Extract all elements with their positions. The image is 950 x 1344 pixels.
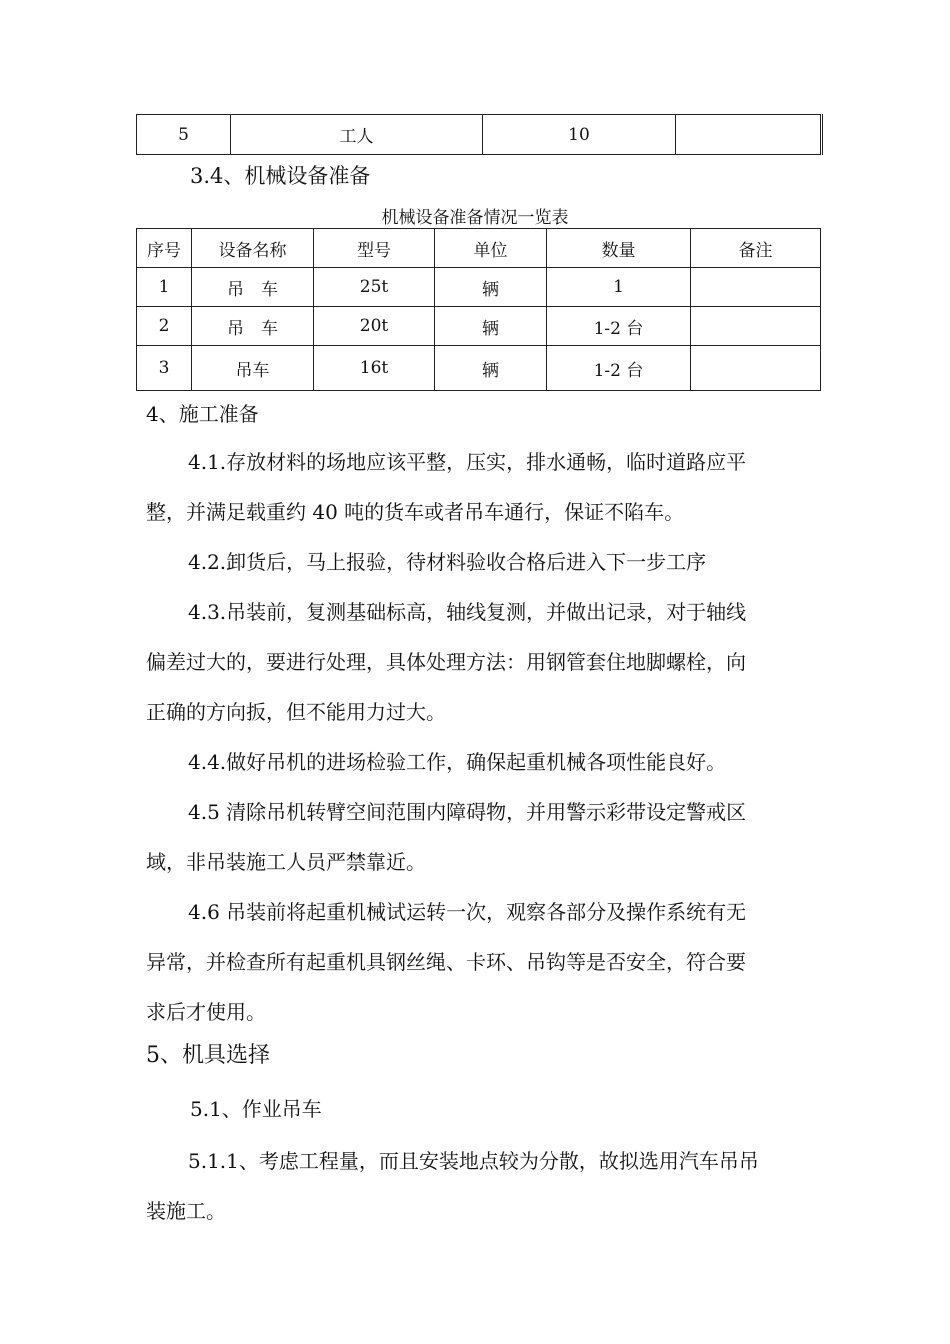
paragraph-line: 4.2.卸货后，马上报验，待材料验收合格后进入下一步工序 [188,550,707,574]
column-header: 型号 [314,229,435,268]
table-cell: 吊 车 [192,307,314,346]
table-cell: 20t [314,307,435,346]
column-header: 单位 [435,229,547,268]
paragraph-line: 正确的方向扳，但不能用力过大。 [146,700,446,724]
paragraph-line: 4.3.吊装前，复测基础标高，轴线复测，并做出记录，对于轴线 [188,600,747,624]
table-cell: 3 [137,346,192,391]
table-cell: 5 [137,115,231,155]
paragraph-line: 求后才使用。 [146,1000,266,1024]
table-cell: 1-2 台 [547,346,691,391]
table-cell: 辆 [435,346,547,391]
paragraph-line: 4.6 吊装前将起重机械试运转一次，观察各部分及操作系统有无 [188,900,747,924]
table-cell: 16t [314,346,435,391]
table-cell: 1 [547,268,691,307]
column-header: 数量 [547,229,691,268]
column-header: 设备名称 [192,229,314,268]
table-cell: 辆 [435,268,547,307]
paragraph-line: 5.1.1、考虑工程量，而且安装地点较为分散，故拟选用汽车吊吊 [188,1149,759,1173]
paragraph-line: 4.1.存放材料的场地应该平整，压实，排水通畅，临时道路应平 [188,450,747,474]
table-cell: 25t [314,268,435,307]
table-row [137,307,821,346]
table-cell: 1 [137,268,192,307]
table-cell: 2 [137,307,192,346]
equipment-table [136,228,821,391]
table-cell: 1-2 台 [547,307,691,346]
table-cell [691,346,821,391]
table-row [137,115,822,155]
paragraph-line: 4.5 清除吊机转臂空间范围内障碍物，并用警示彩带设定警戒区 [188,800,747,824]
column-header: 序号 [137,229,192,268]
section-5-1-heading: 5.1、作业吊车 [190,1097,322,1121]
table-header-row [137,229,821,268]
section-4-heading: 4、施工准备 [146,402,259,426]
table-cell: 辆 [435,307,547,346]
column-header: 备注 [691,229,821,268]
table-cell: 工人 [231,115,483,155]
workers-table-continuation [136,114,823,155]
section-3-4-heading: 3.4、机械设备准备 [190,164,371,188]
table-row [137,346,821,391]
paragraph-line: 装施工。 [146,1199,226,1223]
section-5-heading: 5、机具选择 [146,1043,270,1068]
paragraph-line: 4.4.做好吊机的进场检验工作，确保起重机械各项性能良好。 [188,750,727,774]
table-cell [676,115,822,155]
table-cell: 吊车 [192,346,314,391]
paragraph-line: 异常，并检查所有起重机具钢丝绳、卡环、吊钩等是否安全，符合要 [146,950,746,974]
table-cell: 10 [483,115,676,155]
paragraph-line: 域，非吊装施工人员严禁靠近。 [146,850,426,874]
paragraph-line: 整，并满足载重约 40 吨的货车或者吊车通行，保证不陷车。 [146,500,685,524]
paragraph-line: 偏差过大的，要进行处理，具体处理方法：用钢管套住地脚螺栓，向 [146,650,746,674]
table-cell: 吊 车 [192,268,314,307]
table-row [137,268,821,307]
table-cell [691,307,821,346]
table-caption: 机械设备准备情况一览表 [381,208,569,228]
table-cell [691,268,821,307]
